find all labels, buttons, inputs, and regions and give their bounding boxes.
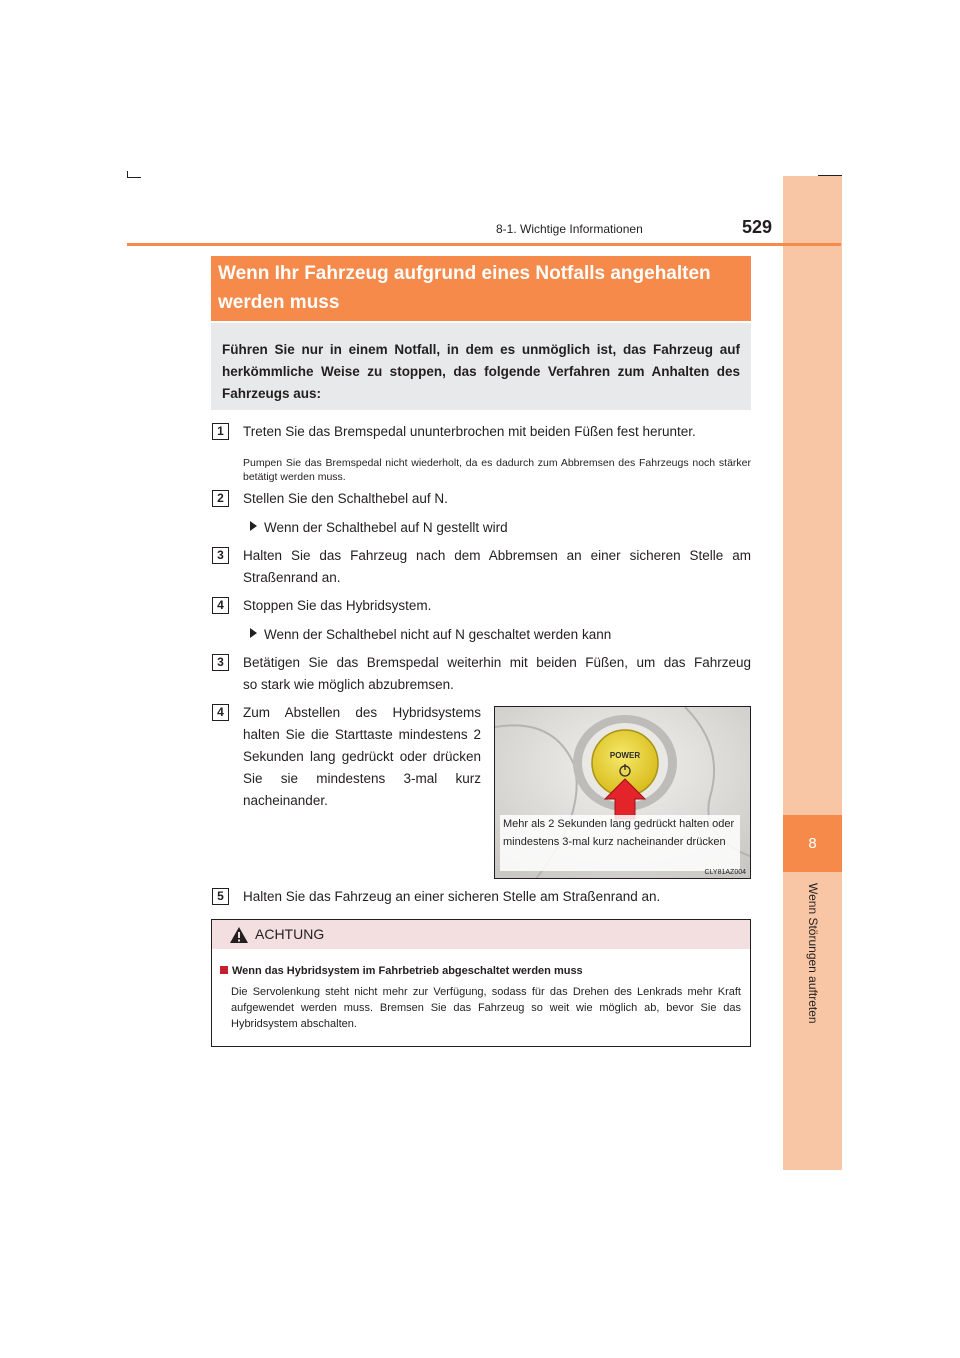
step-text-line2: so stark wie möglich abzubremsen. [243, 677, 454, 692]
step-badge: 2 [212, 490, 229, 507]
crop-mark [127, 177, 141, 178]
condition-line [250, 517, 508, 539]
step-text: Stellen Sie den Schalthebel auf N. [243, 491, 448, 506]
chapter-number: 8 [808, 835, 817, 852]
title-banner [211, 256, 751, 321]
step-badge: 4 [212, 597, 229, 614]
step-badge: 3 [212, 547, 229, 564]
power-button-label: POWER [609, 751, 641, 760]
warning-header [212, 920, 750, 949]
condition-line [250, 624, 611, 646]
chapter-number-tab [783, 815, 842, 872]
triangle-right-icon [250, 521, 257, 531]
page-title: Wenn Ihr Fahrzeug aufgrund eines Notfalls angehalten werden muss [218, 263, 711, 313]
figure-code: CLY81AZ004 [704, 869, 746, 876]
section-header: 8-1. Wichtige Informationen [496, 222, 643, 236]
step-badge: 3 [212, 654, 229, 671]
crop-mark [127, 171, 128, 177]
intro-box [211, 323, 751, 410]
page-number: 529 [742, 217, 773, 237]
figure-caption: Mehr als 2 Sekunden lang gedrückt halten oder mindestens 3-mal kurz nacheinander drücken [503, 818, 735, 848]
intro-text: Führen Sie nur in einem Notfall, in dem es unmöglich ist, das Fahrzeug auf herkömmliche Weise zu stoppen, das folgende Verfahren zum Anhalten des Fahrzeugs aus: [222, 342, 740, 401]
step-note: Pumpen Sie das Bremspedal nicht wiederholt, da es dadurch zum Abbremsen des Fahrzeugs noch stärker betätigt werden muss. [243, 457, 751, 483]
step-text: Treten Sie das Bremspedal ununterbrochen mit beiden Füßen fest herunter. [243, 424, 696, 439]
triangle-right-icon [250, 628, 257, 638]
warning-body: Die Servolenkung steht nicht mehr zur Verfügung, sodass für das Drehen des Lenkrads mehr Kraft aufgewendet werden muss. Bremsen Sie das Fahrzeug so weit wie möglich ab, bevor Sie das Hybridsystem abschalten. [231, 986, 741, 1030]
square-bullet-icon [220, 966, 228, 974]
chapter-title-vertical [802, 883, 820, 1103]
warning-triangle-icon [229, 926, 249, 944]
step-text: Zum Abstellen des Hybridsystems halten Sie die Starttaste mindestens 2 Sekunden lang gedrückt oder drücken Sie sie mindestens 3-mal kurz nacheinander. [243, 705, 481, 808]
step-text-line1: Betätigen Sie das Bremspedal weiterhin mit beiden Füßen, um das Fahrzeug [243, 655, 751, 670]
warning-subheading-row [220, 965, 583, 977]
step-text-line2: Straßenrand an. [243, 570, 341, 585]
warning-subheading: Wenn das Hybridsystem im Fahrbetrieb abgeschaltet werden muss [232, 965, 583, 977]
step-text: Stoppen Sie das Hybridsystem. [243, 598, 432, 613]
step-text-line1: Halten Sie das Fahrzeug nach dem Abbremsen an einer sicheren Stelle am [243, 548, 751, 563]
warning-box [211, 919, 751, 1047]
step-badge: 5 [212, 888, 229, 905]
step-text: Halten Sie das Fahrzeug an einer sicheren Stelle am Straßenrand an. [243, 889, 661, 904]
power-button-figure [494, 706, 751, 879]
warning-heading: ACHTUNG [255, 926, 325, 942]
condition-text: Wenn der Schalthebel nicht auf N geschaltet werden kann [264, 627, 612, 642]
step-badge: 1 [212, 423, 229, 440]
condition-text: Wenn der Schalthebel auf N gestellt wird [264, 520, 508, 535]
header-rule [127, 243, 841, 246]
step-badge: 4 [212, 704, 229, 721]
chapter-title: Wenn Störungen auftreten [806, 883, 820, 1024]
